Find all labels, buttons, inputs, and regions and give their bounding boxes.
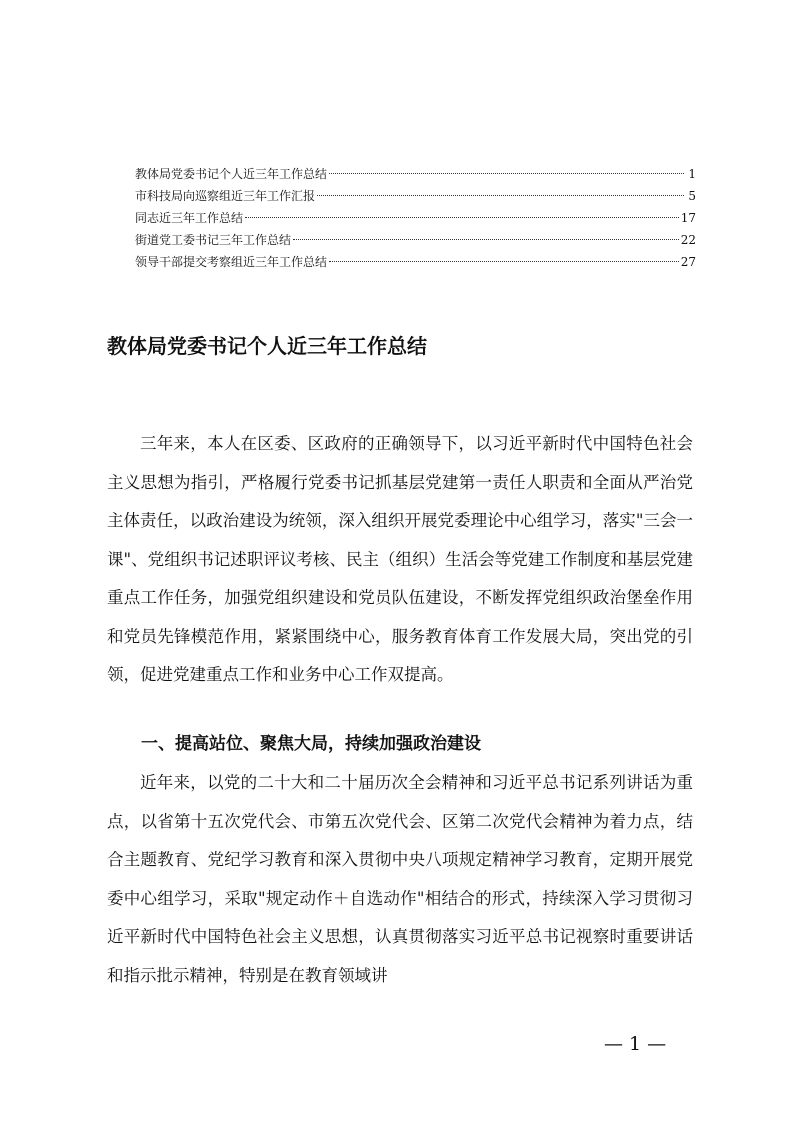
document-title: 教体局党委书记个人近三年工作总结	[107, 334, 427, 358]
toc-entry-title[interactable]: 教体局党委书记个人近三年工作总结	[135, 167, 328, 181]
toc-leader-dots	[329, 173, 684, 174]
toc-leader-dots	[293, 239, 679, 240]
table-of-contents	[135, 163, 696, 273]
body-paragraph-section-1: 近年来，以党的二十大和二十届历次全会精神和习近平总书记系列讲话为重点，以省第十五次党代会、市第五次党代会、区第二次党代会精神为着力点，结合主题教育、党纪学习教育和深入贯彻中央八项规定精神学习教育，定期开展党委中心组学习，采取"规定动作＋自选动作"相结合的形式，持续深入学习贯彻习近平新时代中国特色社会主义思想，认真贯彻落实习近平总书记视察时重要讲话和指示批示精神，特别是在教育领域讲	[107, 773, 693, 985]
toc-entry[interactable]	[135, 229, 696, 251]
toc-leader-dots	[317, 195, 684, 196]
toc-entry-page: 22	[680, 233, 696, 247]
toc-entry[interactable]	[135, 207, 696, 229]
toc-entry-title[interactable]: 同志近三年工作总结	[135, 211, 244, 225]
toc-leader-dots	[329, 261, 679, 262]
toc-entry[interactable]	[135, 251, 696, 273]
toc-entry[interactable]	[135, 185, 696, 207]
body-paragraph-intro: 三年来，本人在区委、区政府的正确领导下，以习近平新时代中国特色社会主义思想为指引，严格履行党委书记抓基层党建第一责任人职责和全面从严治党主体责任，以政治建设为统领，深入组织开展党委理论中心组学习，落实"三会一课"、党组织书记述职评议考核、民主（组织）生活会等党建工作制度和基层党建重点工作任务，加强党组织建设和党员队伍建设，不断发挥党组织政治堡垒作用和党员先锋模范作用，紧紧围绕中心，服务教育体育工作发展大局，突出党的引领，促进党建重点工作和业务中心工作双提高。	[107, 434, 693, 684]
toc-entry-title[interactable]: 街道党工委书记三年工作总结	[135, 233, 292, 247]
toc-entry-title[interactable]: 领导干部提交考察组近三年工作总结	[135, 255, 328, 269]
toc-entry-title[interactable]: 市科技局向巡察组近三年工作汇报	[135, 189, 316, 203]
toc-entry-page: 5	[688, 189, 696, 203]
page-number: — 1 —	[604, 1033, 667, 1055]
section-heading-1: 一、提高站位、聚焦大局，持续加强政治建设	[141, 734, 481, 754]
toc-entry-page: 17	[680, 211, 696, 225]
toc-leader-dots	[245, 217, 679, 218]
toc-entry-page: 1	[688, 167, 696, 181]
toc-entry-page: 27	[680, 255, 696, 269]
toc-entry[interactable]	[135, 163, 696, 185]
